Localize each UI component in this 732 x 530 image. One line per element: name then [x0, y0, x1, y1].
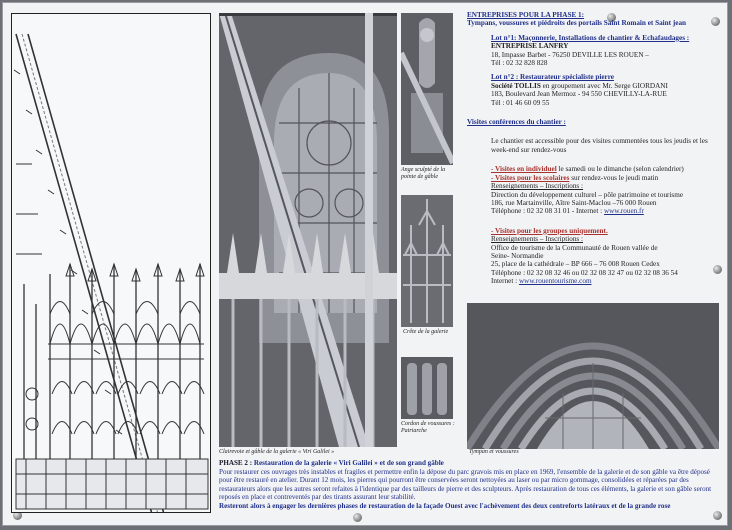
screw-icon [353, 513, 362, 522]
info2-line3: 25, place de la cathédrale – BP 666 – 76 008 Rouen Cedex [491, 260, 660, 269]
visits-schools-text: sur rendez-vous le jeudi matin [569, 173, 659, 182]
phase2-section [219, 459, 719, 511]
caption-cordon: Cordon de voussures : Patriarche [401, 421, 455, 434]
header-title: ENTREPRISES POUR LA PHASE 1: [467, 11, 585, 19]
info1-line1: Direction du développement culturel – pôle patrimoine et tourisme [491, 190, 684, 199]
caption-tympan: Tympan et voussures [469, 449, 519, 455]
phase2-title-rest: Restauration de la galerie « Viri Galilei » et de son grand gâble [253, 459, 444, 467]
information-panel [2, 2, 728, 526]
lot2-phone: Tél : 01 46 60 09 55 [491, 98, 550, 107]
lot2-title: Lot n°2 : Restaurateur spécialiste pierre [491, 73, 614, 82]
info2-line4: Téléphone : 02 32 08 32 46 ou 02 32 08 32 47 ou 02 32 08 36 54 [491, 268, 678, 277]
gallery-photo [219, 13, 397, 447]
lot2-company: Société TOLLIS [491, 81, 541, 90]
info2-label: Renseignements – Inscriptions : [491, 235, 584, 244]
lot1-title: Lot n°1: Maçonnerie, Installations de chantier & Echafaudages : [491, 33, 690, 42]
caption-ange: Ange sculpté de la pointe de gâble [401, 167, 446, 180]
lot2-address: 183, Boulevard Jean Mermoz - 94 550 CHEVILLY-LA-RUE [491, 90, 667, 99]
info2-line2: Seine- Normandie [491, 251, 544, 260]
lot1-company: ENTREPRISE LANFRY [491, 42, 569, 51]
information-text [467, 11, 723, 301]
info2-line5: Internet : [491, 277, 519, 286]
phase2-body: Pour restaurer ces ouvrages très instables et fragiles et permettre enfin la dépose du parc gravois mis en place en 1969, l'ensemble de la galerie et de son gâble va être déposé pour être restauré en atelier. Durant 12 mois, les pierres qui pourront être conservées seront nettoyées au laser ou par micro gommage, consolidées et réparées par des restaurateurs alors que les autres seront refaites à l'identique par des tailleurs de pierre et des sculpteurs. Après restauration de tous ces éléments, la galerie et son gâble seront reposés en place et contreventés par des tirants assurant leur stabilité. [219, 467, 712, 502]
visits-title: Visites conférences du chantier : [467, 118, 566, 127]
rouen-link[interactable]: www.rouen.fr [603, 207, 644, 216]
crest-photo [401, 195, 453, 327]
header-subtitle: Tympans, voussures et piédroits des portails Saint Romain et Saint jean [467, 19, 687, 28]
visits-individual-text: le samedi ou le dimanche (selon calendrier) [556, 165, 684, 174]
info1-line3: Téléphone : 02 32 08 31 01 - Internet : [491, 207, 604, 216]
phase2-title: PHASE 2 : [219, 459, 254, 467]
lot1-phone: Tél : 02 32 828 828 [491, 59, 548, 68]
phase2-last: Resteront alors à engager les dernières phases de restauration de la façade Ouest avec l'achèvement des deux contreforts latéraux et de la grande rose [219, 501, 671, 510]
gable-elevation-drawing [11, 13, 211, 513]
screw-icon [713, 511, 722, 520]
angel-photo [401, 13, 453, 165]
info1-label: Renseignements – Inscriptions : [491, 182, 584, 191]
lot1-address: 18, Impasse Barbet - 76250 DEVILLE LES ROUEN – [491, 50, 649, 59]
lot2-company-suffix: en groupement avec Mr. Serge GIORDANI [540, 81, 668, 90]
caption-crete: Crête de la galerie [403, 329, 449, 335]
tourism-link[interactable]: www.rouentourisme.com [518, 277, 592, 286]
visits-groups-label: - Visites pour les groupes uniquement. [491, 226, 608, 235]
tympanum-photo [467, 303, 719, 449]
caption-clairevoie: Clairevoie et gâble de la galerie « Viri Galilei » [219, 449, 335, 455]
cordon-photo [401, 357, 453, 419]
visits-intro: Le chantier est accessible pour des visites commentées tous les jeudis et les week-end sur rendez-vous [491, 137, 708, 154]
visits-schools-label: - Visites pour les scolaires [491, 173, 570, 182]
visits-individual-label: - Visites en individuel [491, 165, 557, 174]
info1-line2: 186, rue Martainville, Aître Saint-Maclou –76 000 Rouen [491, 198, 657, 207]
info2-line1: Office de tourisme de la Communauté de Rouen vallée de [491, 243, 658, 252]
